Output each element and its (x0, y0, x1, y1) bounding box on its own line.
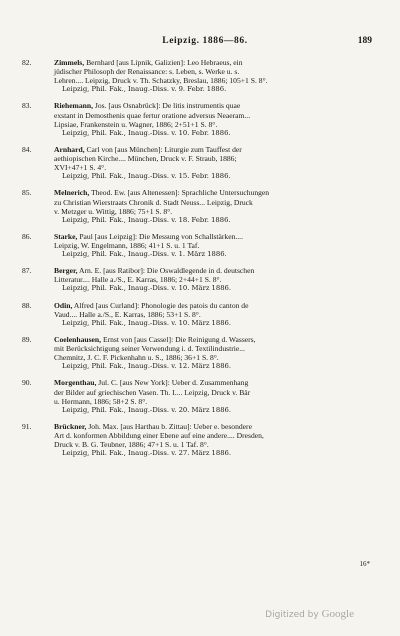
watermark-prefix: Digitized by (265, 610, 319, 620)
author-name: Berger, (54, 266, 78, 276)
author-name: Brückner, (54, 421, 87, 431)
entry-meta: Leipzig, Phil. Fak., Inaug.-Diss. v. 10. März 1886. (62, 284, 232, 293)
entry-text: Litteratur.... Halle a./S., E. Karras, 1886; 2+44+1 S. 8°. (54, 275, 222, 285)
entry-meta: Leipzig, Phil. Fak., Inaug.-Diss. v. 27. März 1886. (62, 449, 232, 458)
author-name: Zimmels, (54, 58, 85, 67)
list-item (22, 301, 376, 328)
entry-text: Theod. Ew. [aus Altenessen]: Sprachliche Untersuchungen (89, 188, 270, 198)
digitized-watermark (265, 608, 354, 620)
entry-meta: Leipzig, Phil. Fak., Inaug.-Diss. v. 9. Febr. 1886. (62, 85, 227, 94)
watermark-brand: Google (321, 608, 354, 620)
entry-text: mit Berücksichtigung seiner Verwendung i. d. Textilindustrie... (54, 344, 245, 354)
list-item (22, 58, 376, 94)
list-item (22, 266, 376, 293)
entry-number: 87. (22, 266, 32, 276)
entry-meta: Leipzig, Phil. Fak., Inaug.-Diss. v. 10. Febr. 1886. (62, 128, 231, 137)
entry-text: Jos. [aus Osnabrück]: De litis instrumentis quae (93, 101, 241, 111)
entry-text: v. Metzger u. Wittig, 1886; 75+1 S. 8°. (54, 206, 173, 216)
author-name: Arnhard, (54, 144, 85, 154)
entry-text: Arn. E. [aus Ratibor]: Die Oswaldlegende in d. deutschen (77, 266, 255, 276)
entry-text: der Bilder auf griechischen Vasen. Th. I.... Leipzig, Druck v. Bär (54, 387, 251, 397)
list-item (22, 232, 376, 259)
entry-text: jüdischer Philosoph der Renaissance: s. Leben, s. Werke u. s. (54, 67, 240, 77)
entry-text: aethiopischen Kirche.... München, Druck v. F. Straub, 1886; (54, 154, 237, 164)
author-name: Melnerich, (54, 188, 90, 198)
entry-number: 84. (22, 144, 32, 154)
entry-text: Carl von [aus München]: Liturgie zum Tauffest der (84, 144, 242, 154)
entry-text: Ernst von [aus Cassel]: Die Reinigung d. Wassers, (101, 335, 256, 344)
entry-number: 82. (22, 58, 32, 67)
signature-mark: 16* (359, 560, 370, 568)
list-item (22, 378, 376, 414)
entry-number: 89. (22, 335, 32, 344)
entry-number: 83. (22, 101, 32, 111)
author-name: Riehemann, (54, 101, 94, 111)
entry-meta: Leipzig, Phil. Fak., Inaug.-Diss. v. 1. März 1886. (62, 250, 227, 259)
author-name: Coelenhausen, (54, 335, 102, 344)
list-item (22, 101, 376, 137)
entry-text: Alfred [aus Curland]: Phonologie des patois du canton de (72, 300, 249, 310)
author-name: Morgenthau, (54, 378, 97, 388)
entry-text: XVI+47+1 S. 4°. (54, 163, 107, 173)
entry-text: Lehren.... Leipzig, Druck v. Th. Schatzky, Breslau, 1886; 105+1 S. 8°. (54, 76, 268, 86)
running-header: Leipzig. 1886—86. (162, 36, 248, 46)
entry-number: 88. (22, 300, 32, 310)
list-item (22, 145, 376, 181)
list-item (22, 188, 376, 224)
entry-text: Paul [aus Leipzig]: Die Messung von Schallstärken.... (77, 231, 243, 241)
entry-text: u. Hermann, 1886; 58+2 S. 8°. (54, 396, 148, 406)
author-name: Starke, (54, 231, 78, 241)
list-item (22, 422, 376, 458)
entry-list (22, 58, 376, 465)
entry-number: 90. (22, 378, 32, 388)
entry-text: Lipsiae, Frankenstein u. Wagner, 1886; 2+51+1 S. 8°. (54, 119, 218, 129)
page-number: 189 (357, 36, 372, 46)
entry-meta: Leipzig, Phil. Fak., Inaug.-Diss. v. 20. März 1886. (62, 405, 232, 414)
entry-number: 85. (22, 188, 32, 198)
entry-number: 91. (22, 421, 32, 431)
entry-text: Joh. Max. [aus Harthau b. Zittau]: Ueber e. besondere (86, 421, 252, 431)
entry-text: Bernhard [aus Lipnik, Galizien]: Leo Hebraeus, ein (84, 58, 243, 67)
entry-text: Jul. C. [aus New York]: Ueber d. Zusammenhang (96, 378, 249, 388)
list-item (22, 335, 376, 371)
entry-meta: Leipzig, Phil. Fak., Inaug.-Diss. v. 15. Febr. 1886. (62, 172, 231, 181)
entry-text: Leipzig, W. Engelmann, 1886; 41+1 S. u. 1 Taf. (54, 240, 200, 250)
author-name: Odin, (54, 300, 73, 310)
entry-text: exstant in Demosthenis quae fertur oratione adversus Neaeram... (54, 110, 251, 120)
entry-text: Chemnitz, J. C. F. Pickenhahn u. S., 1886; 36+1 S. 8°. (54, 353, 219, 363)
entry-text: Art d. konformen Abbildung einer Ebene auf eine andere.... Dresden, (54, 431, 264, 441)
entry-text: zu Christian Wierstraats Chronik d. Stadt Neuss... Leipzig, Druck (54, 197, 253, 207)
entry-meta: Leipzig, Phil. Fak., Inaug.-Diss. v. 12. März 1886. (62, 362, 232, 371)
entry-meta: Leipzig, Phil. Fak., Inaug.-Diss. v. 10. März 1886. (62, 318, 232, 327)
entry-text: Druck v. B. G. Teubner, 1886; 47+1 S. u. 1 Taf. 8°. (54, 440, 209, 450)
entry-text: Vaud.... Halle a./S., E. Karras, 1886; 53+1 S. 8°. (54, 309, 201, 319)
entry-meta: Leipzig, Phil. Fak., Inaug.-Diss. v. 18. Febr. 1886. (62, 215, 231, 224)
entry-number: 86. (22, 231, 32, 241)
